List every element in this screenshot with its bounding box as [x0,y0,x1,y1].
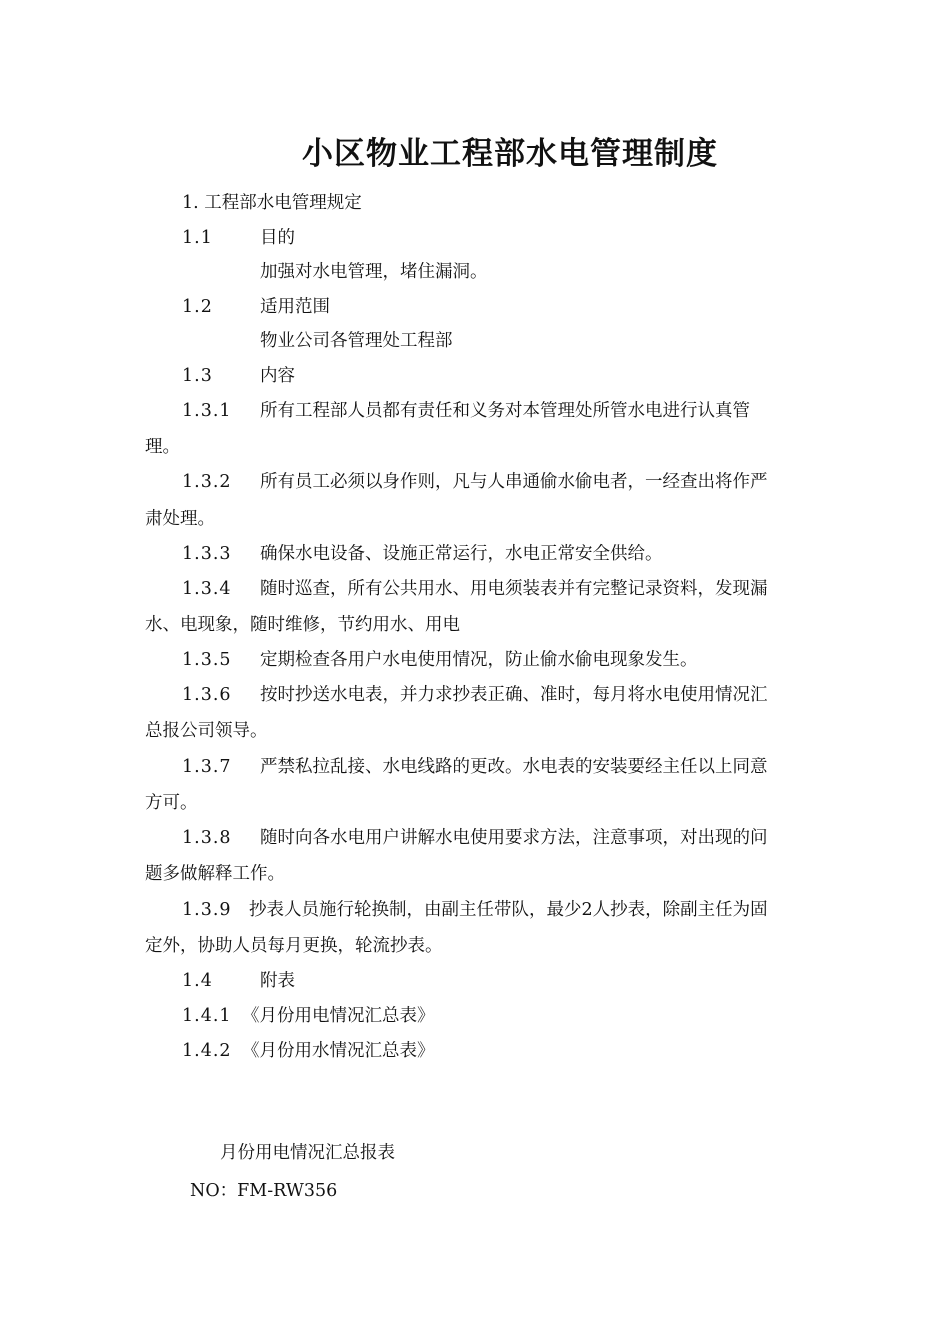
item-line-1: 随时巡查，所有公共用水、用电须装表并有完整记录资料，发现漏 [260,579,768,599]
item-number: 1.3.7 [182,757,232,777]
section-label-1-4: 附表 [260,971,295,991]
attachment-electricity-table: 《月份用电情况汇总表》 [242,1006,435,1026]
item-line-1: 随时向各水电用户讲解水电使用要求方法，注意事项，对出现的问 [260,828,768,848]
section-number-1-4-2: 1.4.2 [182,1041,232,1061]
section-label-1-2: 适用范围 [260,297,330,317]
item-line-1: 抄表人员施行轮换制，由副主任带队，最少2人抄表，除副主任为固 [249,900,768,920]
item-line-1: 所有员工必须以身作则，凡与人串通偷水偷电者，一经查出将作严 [260,472,768,492]
section-number-1-1: 1.1 [182,228,213,248]
item-line-1: 定期检查各用户水电使用情况，防止偷水偷电现象发生。 [260,650,698,670]
item-number: 1.3.6 [182,685,232,705]
section-text-1-1: 加强对水电管理，堵住漏洞。 [260,262,488,282]
item-number: 1.3.9 [182,900,232,920]
item-number: 1.3.4 [182,579,232,599]
section-number-1-3: 1.3 [182,366,213,386]
item-line-2: 总报公司领导。 [145,721,268,741]
item-line-1: 严禁私拉乱接、水电线路的更改。水电表的安装要经主任以上同意 [260,757,768,777]
item-line-1: 确保水电设备、设施正常运行，水电正常安全供给。 [260,544,663,564]
item-line-2: 定外，协助人员每月更换，轮流抄表。 [145,936,443,956]
item-number: 1.3.3 [182,544,232,564]
table-title: 月份用电情况汇总报表 [220,1143,395,1163]
item-line-2: 水、电现象，随时维修，节约用水、用电 [145,615,460,635]
item-line-2: 题多做解释工作。 [145,864,285,884]
item-number: 1.3.1 [182,401,232,421]
section-label-1-3: 内容 [260,366,295,386]
item-line-2: 方可。 [145,793,198,813]
document-title: 小区物业工程部水电管理制度 [302,136,718,172]
item-number: 1.3.8 [182,828,232,848]
item-number: 1.3.5 [182,650,232,670]
section-heading-1: 1. 工程部水电管理规定 [182,193,362,213]
table-number: NO：FM-RW356 [190,1181,338,1201]
item-line-1: 所有工程部人员都有责任和义务对本管理处所管水电进行认真管 [260,401,750,421]
item-line-1: 按时抄送水电表，并力求抄表正确、准时，每月将水电使用情况汇 [260,685,768,705]
section-number-1-4-1: 1.4.1 [182,1006,232,1026]
item-line-2: 理。 [145,437,180,457]
item-number: 1.3.2 [182,472,232,492]
section-label-1-1: 目的 [260,228,295,248]
attachment-water-table: 《月份用水情况汇总表》 [242,1041,435,1061]
section-text-1-2: 物业公司各管理处工程部 [260,331,453,351]
item-line-2: 肃处理。 [145,509,215,529]
section-number-1-4: 1.4 [182,971,213,991]
section-number-1-2: 1.2 [182,297,213,317]
